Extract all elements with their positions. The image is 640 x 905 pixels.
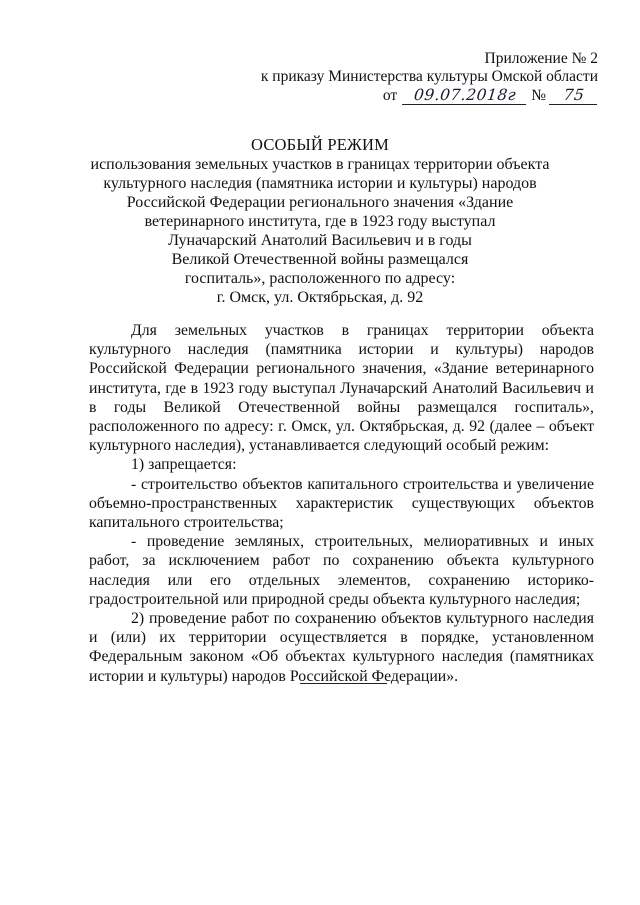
order-from-prefix: от: [382, 87, 398, 104]
document-title: [80, 135, 560, 307]
number-sign: №: [531, 87, 546, 104]
title-line: Луначарский Анатолий Васильевич и в годы: [168, 232, 472, 249]
document-header: [218, 50, 598, 105]
item-2-preservation: 2) проведение работ по сохранению объектов культурного наследия и (или) их территории осуществляется в порядке, установленном Федеральным законом «Об объектах культурного наследия (памятниках истории и культуры) народов Российской Федерации».: [89, 610, 594, 685]
order-reference: к приказу Министерства культуры Омской области: [260, 68, 598, 85]
title-line: Российской Федерации регионального значения «Здание: [126, 194, 514, 211]
title-line: Великой Отечественной войны размещался: [171, 251, 469, 268]
title-line: госпиталь», расположенного по адресу:: [184, 270, 456, 287]
item-1-works: - проведение земляных, строительных, мелиоративных и иных работ, за исключением работ по сохранению объекта культурного наследия или его отдельных элементов, сохранению историко-градостроительной или природной среды объекта культурного наследия;: [89, 533, 594, 608]
order-date-line: [218, 86, 598, 105]
intro-paragraph: Для земельных участков в границах территории объекта культурного наследия (памятника истории и культуры) народов Российской Федерации регионального значения, «Здание ветеринарного института, где в 1923 году выступал Луначарский Анатолий Васильевич и в годы Великой Отечественной войны размещался госпиталь», расположенного по адресу: г. Омск, ул. Октябрьская, д. 92 (далее – объект культурного наследия), устанавливается следующий особый режим:: [89, 322, 594, 455]
title-line: использования земельных участков в границах территории объекта: [90, 156, 550, 173]
handwritten-order-number: 75: [549, 86, 599, 105]
title-line: г. Омск, ул. Октябрьская, д. 92: [216, 289, 424, 306]
title-heading: ОСОБЫЙ РЕЖИМ: [251, 135, 389, 154]
appendix-label: Приложение № 2: [484, 50, 598, 67]
title-line: культурного наследия (памятника истории и культуры) народов: [103, 175, 537, 192]
document-body: [89, 321, 594, 686]
item-1-construction: - строительство объектов капитального строительства и увеличение объемно-пространственных характеристик существующих объектов капитального строительства;: [89, 475, 594, 532]
closing-separator-line: [300, 683, 387, 684]
item-1-prohibited: 1) запрещается:: [131, 456, 237, 474]
handwritten-order-date: 09.07.2018г: [402, 86, 528, 105]
title-line: ветеринарного института, где в 1923 году выступал: [144, 213, 496, 230]
